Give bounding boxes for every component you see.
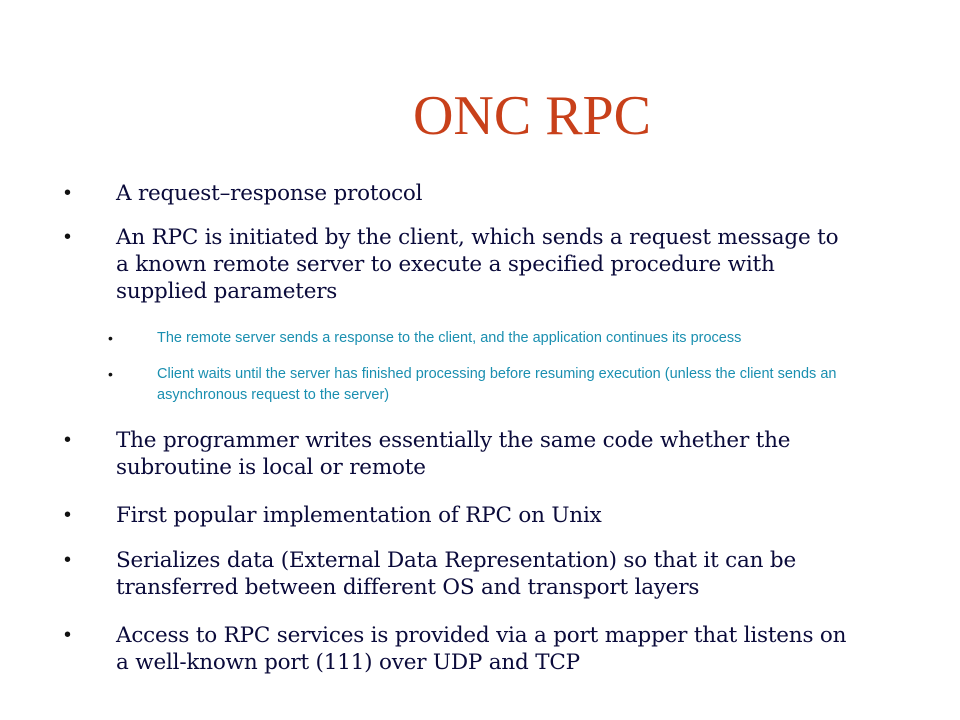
bullet-item: • The programmer writes essentially the same code whether the subroutine is local or remote <box>116 427 856 481</box>
bullet-item: • A request–response protocol <box>116 180 856 207</box>
sub-bullet-item: • The remote server sends a response to the client, and the application continues its process <box>157 328 877 349</box>
slide-title: ONC RPC <box>412 85 652 147</box>
bullet-item: • Access to RPC services is provided via a port mapper that listens on a well-known port (111) over UDP and TCP <box>116 622 856 676</box>
bullet-item: • Serializes data (External Data Representation) so that it can be transferred between different OS and transport layers <box>116 547 856 601</box>
bullet-item: • An RPC is initiated by the client, which sends a request message to a known remote server to execute a specified procedure with supplied parameters <box>116 224 856 305</box>
bullet-item: • First popular implementation of RPC on Unix <box>116 502 856 529</box>
sub-bullet-item: • Client waits until the server has finished processing before resuming execution (unless the client sends an asynchronous request to the server) <box>157 364 877 406</box>
title-area <box>0 0 960 200</box>
